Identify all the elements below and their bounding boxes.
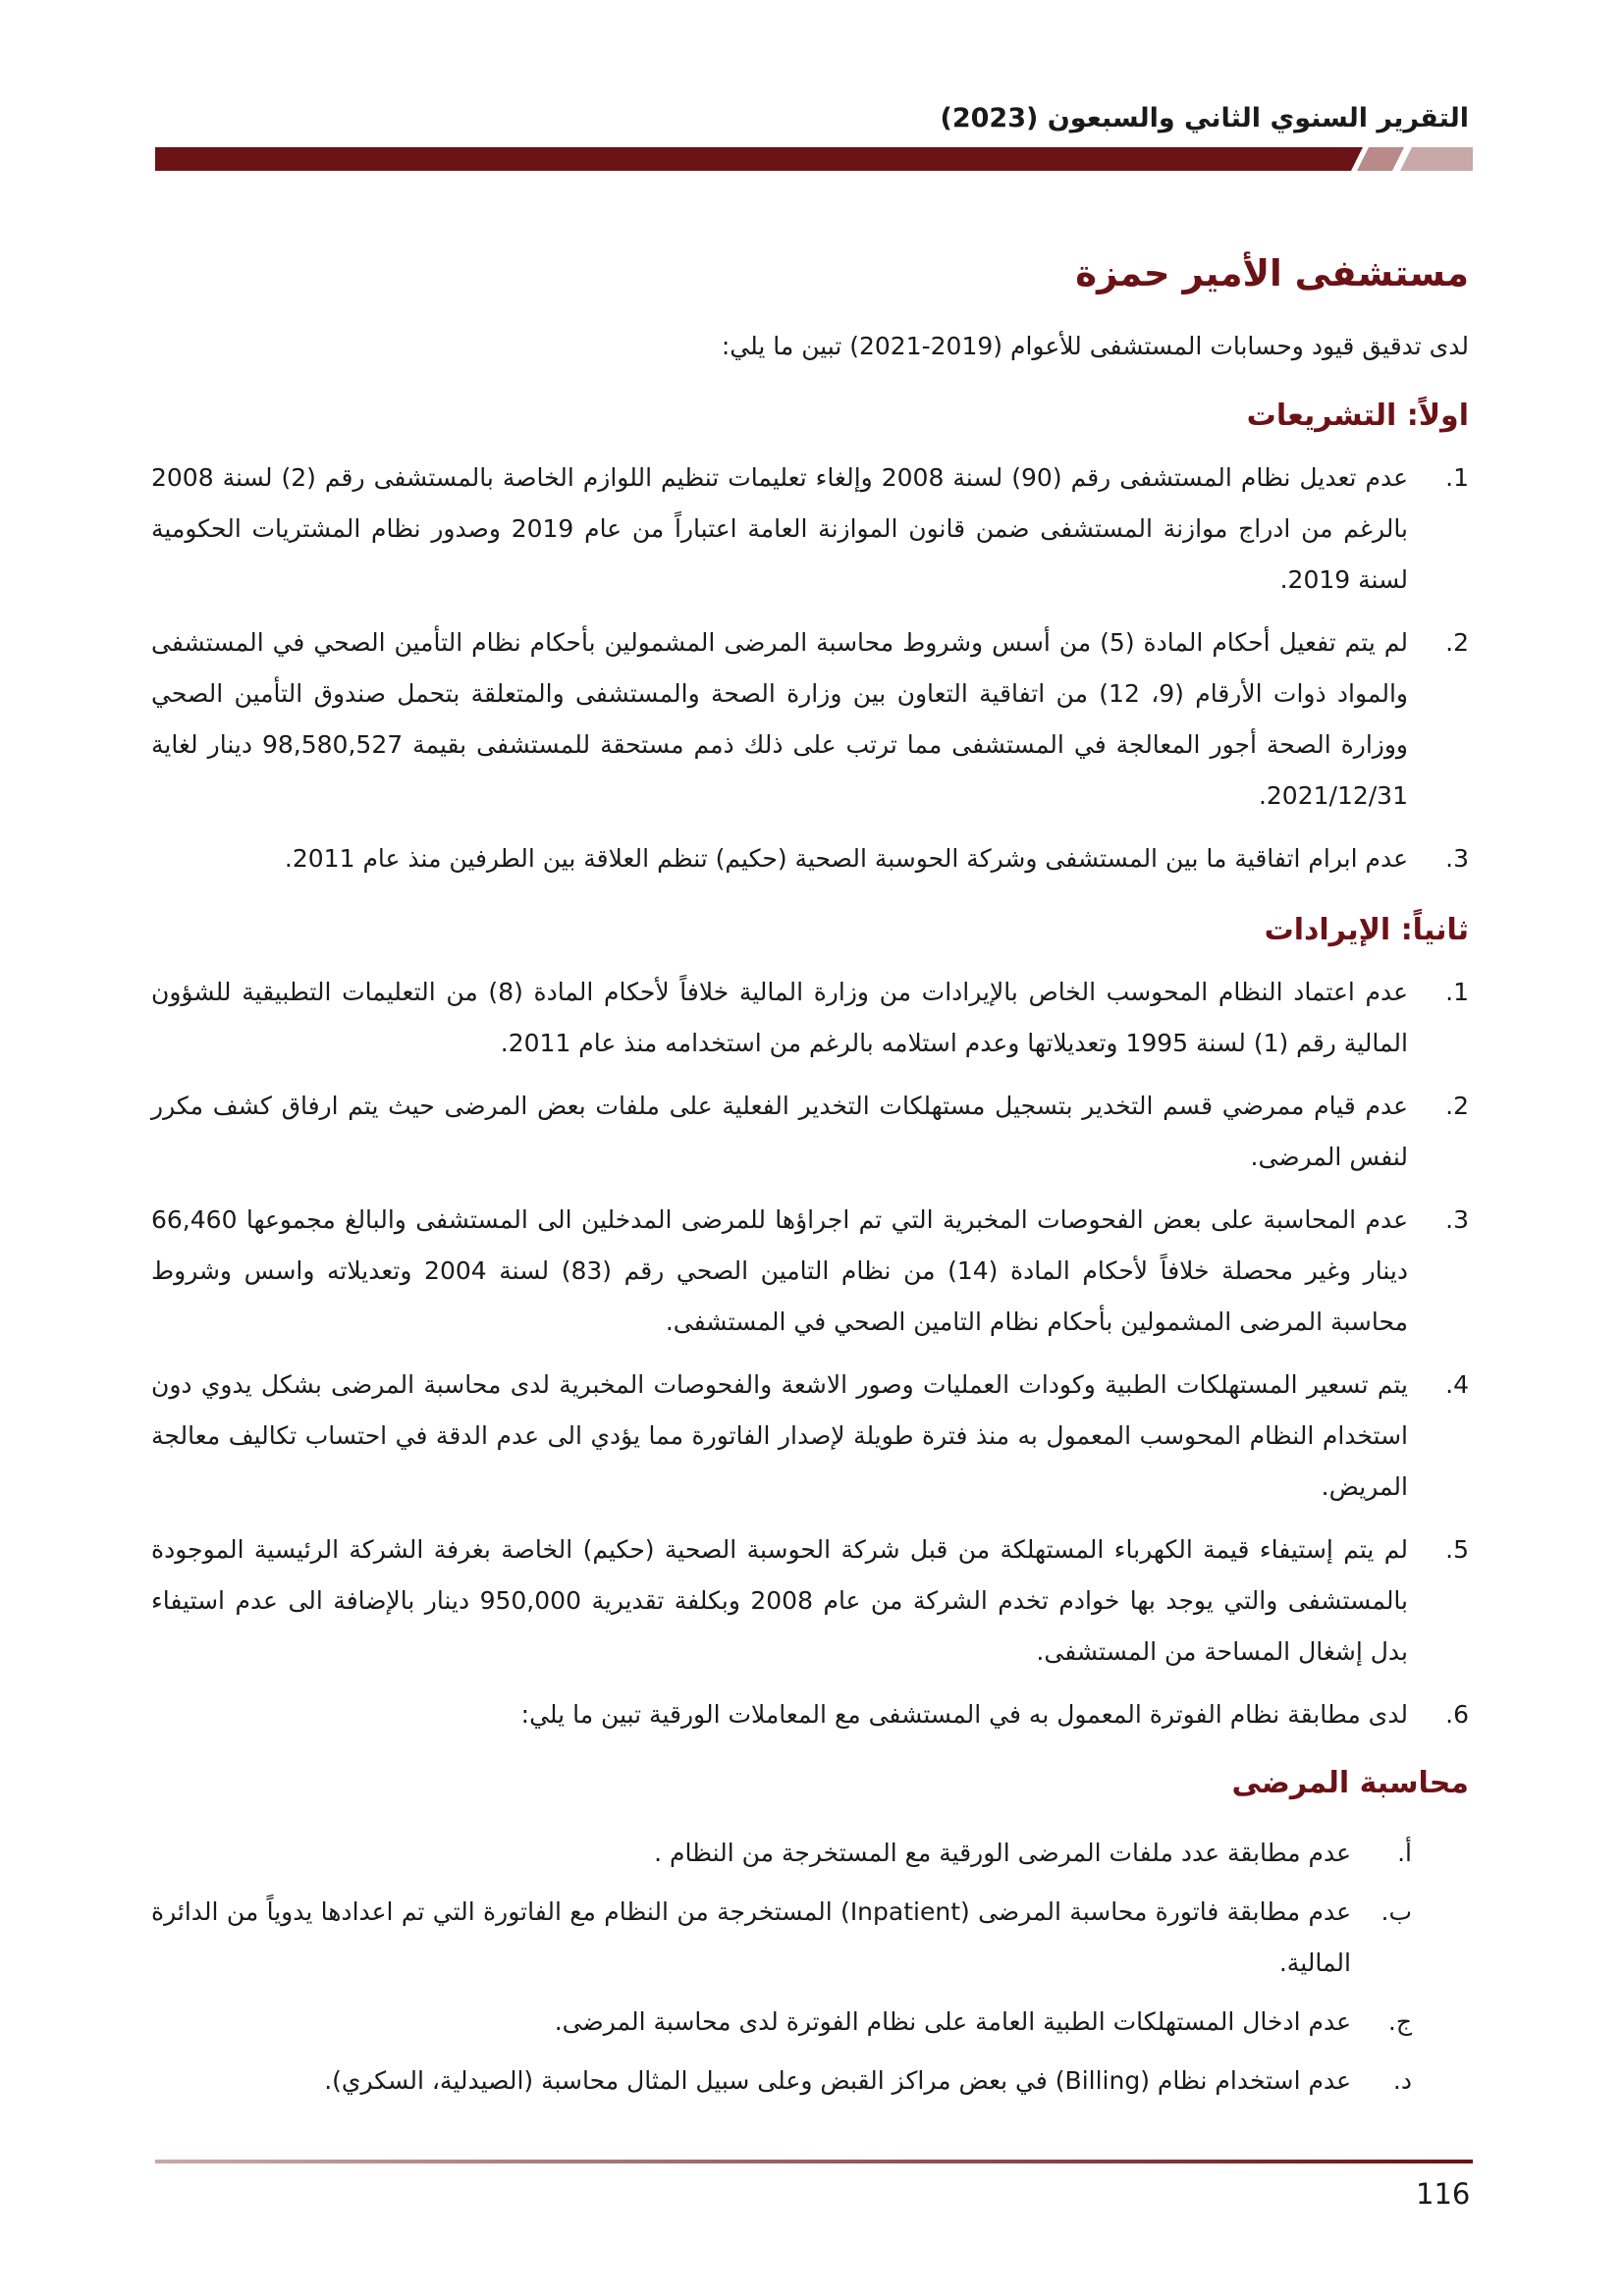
item-text: لم يتم إستيفاء قيمة الكهرباء المستهلكة من قبل شركة الحوسبة الصحية (حكيم) الخاصة بغرفة الشركة الرئيسية الموجودة بالمستشفى والتي يوجد بها خوادم تخدم الشركة من عام 2008 وبكلفة تقديرية 950,000 دينار بالإضافة الى عدم استيفاء بدل إشغال المساحة من المستشفى. xyxy=(151,1535,1409,1667)
revenue-list xyxy=(151,967,1469,1740)
header-decorative-bar xyxy=(155,147,1473,171)
item-number: 3. xyxy=(1445,844,1469,874)
item-letter: ب. xyxy=(1380,1897,1412,1927)
item-number: 6. xyxy=(1445,1700,1469,1730)
item-text: عدم اعتماد النظام المحوسب الخاص بالإيرادات من وزارة المالية خلافاً لأحكام المادة (8) من التعليمات التطبيقية للشؤون المالية رقم (1) لسنة 1995 وتعديلاتها وعدم استلامه بالرغم من استخدامه منذ عام 2011. xyxy=(151,978,1408,1058)
item-text: عدم تعديل نظام المستشفى رقم (90) لسنة 2008 وإلغاء تعليمات تنظيم اللوازم الخاصة بالمستشفى رقم (2) لسنة 2008 بالرغم من ادراج موازنة المستشفى ضمن قانون الموازنة العامة اعتباراً من عام 2019 وصدور نظام المشتريات الحكومية لسنة 2019. xyxy=(151,463,1408,595)
item-text: لدى مطابقة نظام الفوترة المعمول به في المستشفى مع المعاملات الورقية تبين ما يلي: xyxy=(520,1700,1408,1730)
list-item xyxy=(151,1081,1469,1183)
item-text: عدم مطابقة عدد ملفات المرضى الورقية مع المستخرجة من النظام . xyxy=(654,1839,1351,1868)
item-text: عدم استخدام نظام (Billing) في بعض مراكز القبض وعلى سبيل المثال محاسبة (الصيدلية، السكري). xyxy=(324,2066,1351,2096)
item-number: 5. xyxy=(1445,1535,1469,1565)
item-text: عدم ادخال المستهلكات الطبية العامة على نظام الفوترة لدى محاسبة المرضى. xyxy=(554,2007,1351,2037)
item-letter: د. xyxy=(1392,2066,1412,2096)
list-item xyxy=(151,1997,1469,2048)
list-item xyxy=(151,1195,1469,1348)
list-item xyxy=(151,1360,1469,1513)
list-item xyxy=(151,617,1469,822)
main-content xyxy=(151,250,1469,2114)
section-legislation-heading xyxy=(151,396,1469,437)
list-item xyxy=(151,1828,1469,1879)
item-number: 2. xyxy=(1445,1092,1469,1121)
section-legislation-prefix: اولاً: xyxy=(1406,399,1469,434)
item-letter: ج. xyxy=(1387,2007,1412,2037)
section-revenue-prefix: ثانياً: xyxy=(1400,913,1469,948)
item-text: عدم قيام ممرضي قسم التخدير بتسجيل مستهلكات التخدير الفعلية على ملفات بعض المرضى حيث يتم ارفاق كشف مكرر لنفس المرضى. xyxy=(151,1092,1408,1172)
list-item xyxy=(151,2056,1469,2107)
list-item xyxy=(151,833,1469,884)
item-number: 2. xyxy=(1445,628,1469,658)
item-text: عدم ابرام اتفاقية ما بين المستشفى وشركة الحوسبة الصحية (حكيم) تنظم العلاقة بين الطرفين منذ عام 2011. xyxy=(284,844,1408,874)
section-revenue-title: الإيرادات xyxy=(1264,913,1391,948)
legislation-list xyxy=(151,453,1469,884)
item-number: 1. xyxy=(1445,463,1469,493)
footer-divider xyxy=(155,2160,1473,2163)
page-number: 116 xyxy=(1416,2177,1471,2211)
item-letter: أ. xyxy=(1397,1839,1412,1868)
list-item xyxy=(151,967,1469,1069)
patients-accounting-list xyxy=(151,1828,1469,2107)
item-text: عدم مطابقة فاتورة محاسبة المرضى (Inpatient) المستخرجة من النظام مع الفاتورة التي تم اعدادها يدوياً من الدائرة المالية. xyxy=(151,1897,1351,1978)
item-number: 4. xyxy=(1445,1370,1469,1400)
item-text: لم يتم تفعيل أحكام المادة (5) من أسس وشروط محاسبة المرضى المشمولين بأحكام نظام التأمين الصحي في المستشفى والمواد ذوات الأرقام (9، 12) من اتفاقية التعاون بين وزارة الصحة والمستشفى والمتعلقة بتحمل صندوق التأمين الصحي ووزارة الصحة أجور المعالجة في المستشفى مما ترتب على ذلك ذمم مستحقة للمستشفى بقيمة 98,580,527 دينار لغاية 2021/12/31. xyxy=(151,628,1409,811)
item-text: عدم المحاسبة على بعض الفحوصات المخبرية التي تم اجراؤها للمرضى المدخلين الى المستشفى والبالغ مجموعها 66,460 دينار وغير محصلة خلافاً لأحكام المادة (14) من نظام التامين الصحي رقم (83) لسنة 2004 وتعديلاته واسس وشروط محاسبة المرضى المشمولين بأحكام نظام التامين الصحي في المستشفى. xyxy=(151,1205,1408,1337)
list-item xyxy=(151,453,1469,606)
section-legislation-title: التشريعات xyxy=(1246,399,1397,434)
item-number: 1. xyxy=(1445,978,1469,1007)
item-text: يتم تسعير المستهلكات الطبية وكودات العمليات وصور الاشعة والفحوصات المخبرية لدى محاسبة المرضى بشكل يدوي دون استخدام النظام المحوسب المعمول به منذ فترة طويلة لإصدار الفاتورة مما يؤدي الى عدم الدقة في احتساب تكاليف معالجة المريض. xyxy=(151,1370,1408,1502)
item-number: 3. xyxy=(1445,1205,1469,1235)
intro-paragraph: لدى تدقيق قيود وحسابات المستشفى للأعوام (2019-2021) تبين ما يلي: xyxy=(721,332,1469,361)
hospital-title: مستشفى الأمير حمزة xyxy=(1075,252,1469,294)
report-header-title: التقرير السنوي الثاني والسبعون (2023) xyxy=(940,103,1469,133)
list-item xyxy=(151,1887,1469,1989)
section-revenue-heading xyxy=(151,910,1469,951)
list-item xyxy=(151,1689,1469,1740)
patients-accounting-heading: محاسبة المرضى xyxy=(1231,1766,1469,1801)
list-item xyxy=(151,1524,1469,1678)
